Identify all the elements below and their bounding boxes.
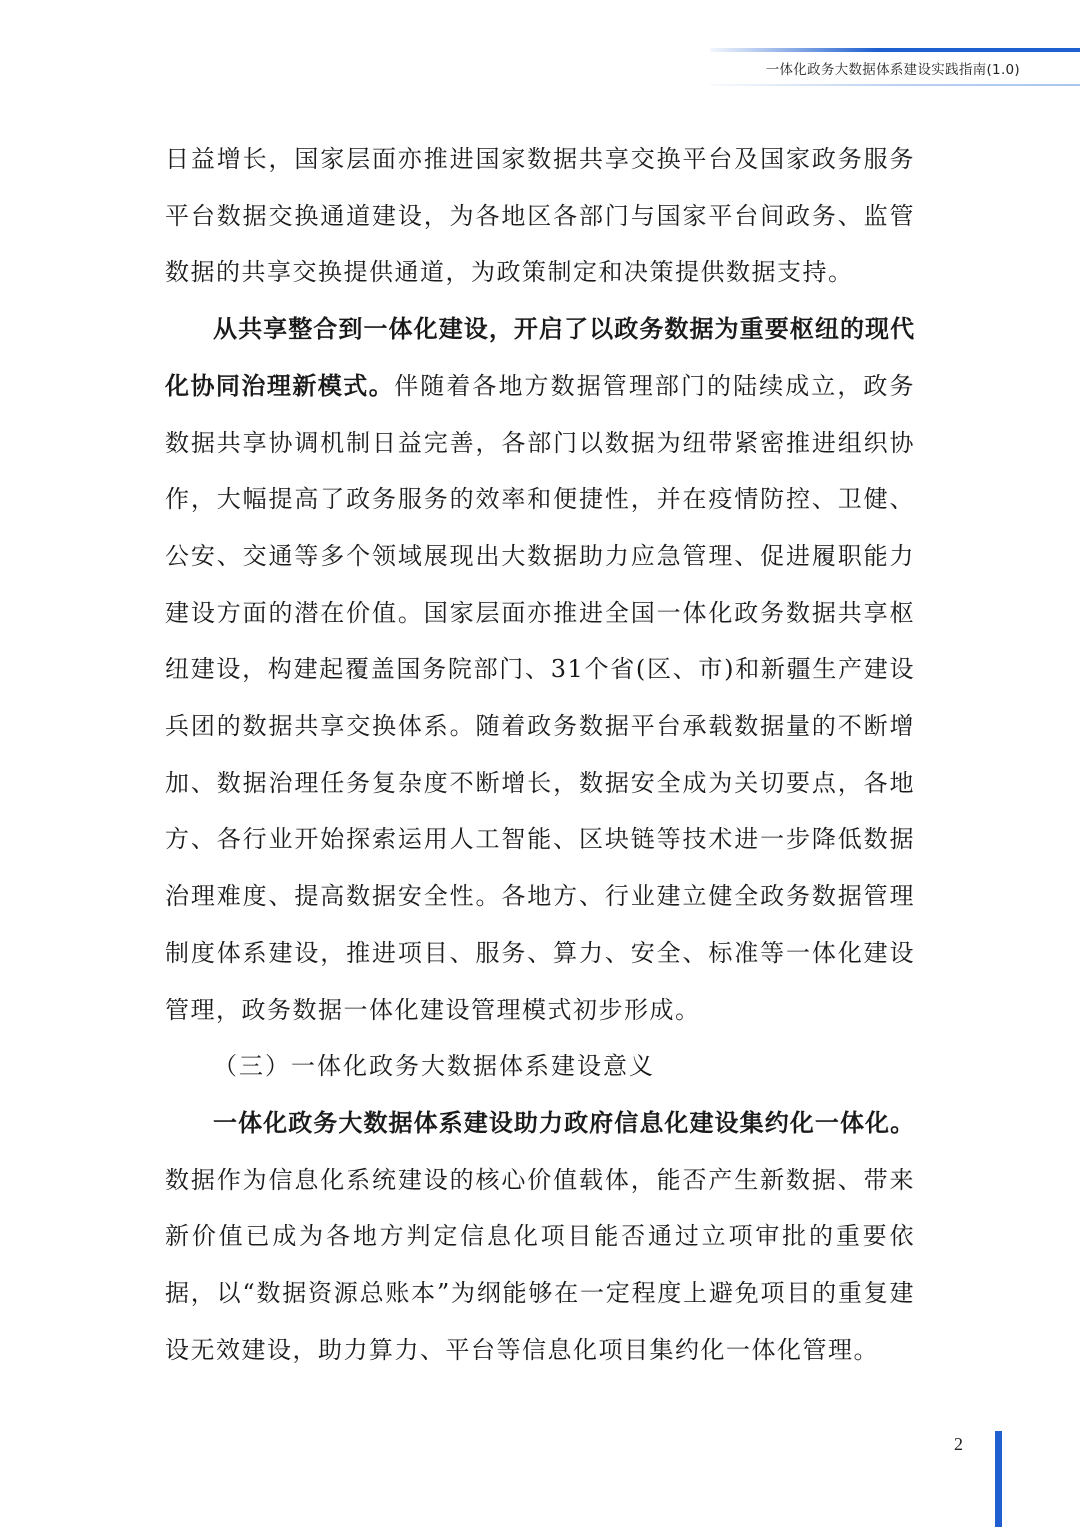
running-header <box>710 48 1080 86</box>
body-text <box>165 131 915 1378</box>
paragraph-body: 数据作为信息化系统建设的核心价值载体，能否产生新数据、带来新价值已成为各地方判定信息化项目能否通过立项审批的重要依据，以“数据资源总账本”为纲能够在一定程度上避免项目的重复建设无效建设，助力算力、平台等信息化项目集约化一体化管理。 <box>165 1165 915 1364</box>
paragraph <box>165 1095 915 1379</box>
page-number: 2 <box>954 1434 963 1454</box>
header-rule-top <box>710 48 1080 52</box>
paragraph-lead: 从共享整合到一体化建设，开启了以政务数据为重要枢纽的现代化协同治理新模式。 <box>165 314 915 400</box>
paragraph-body: 伴随着各地方数据管理部门的陆续成立，政务数据共享协调机制日益完善，各部门以数据为纽带紧密推进组织协作，大幅提高了政务服务的效率和便捷性，并在疫情防控、卫健、公安、交通等多个领域展现出大数据助力应急管理、促进履职能力建设方面的潜在价值。国家层面亦推进全国一体化政务数据共享枢纽建设，构建起覆盖国务院部门、31个省(区、市)和新疆生产建设兵团的数据共享交换体系。随着政务数据平台承载数据量的不断增加、数据治理任务复杂度不断增长，数据安全成为关切要点，各地方、各行业开始探索运用人工智能、区块链等技术进一步降低数据治理难度、提高数据安全性。各地方、行业建立健全政务数据管理制度体系建设，推进项目、服务、算力、安全、标准等一体化建设管理，政务数据一体化建设管理模式初步形成。 <box>165 371 916 1024</box>
section-heading: （三）一体化政务大数据体系建设意义 <box>213 1052 655 1081</box>
paragraph <box>165 301 915 1038</box>
header-title: 一体化政务大数据体系建设实践指南(1.0) <box>765 62 1020 78</box>
paragraph-lead: 一体化政务大数据体系建设助力政府信息化建设集约化一体化。 <box>213 1107 915 1137</box>
paragraph-continuation: 日益增长，国家层面亦推进国家数据共享交换平台及国家政务服务平台数据交换通道建设，为各地区各部门与国家平台间政务、监管数据的共享交换提供通道，为政策制定和决策提供数据支持。 <box>165 145 915 287</box>
page-edge-bar <box>995 1431 1002 1527</box>
header-rule-bottom <box>710 84 1080 86</box>
